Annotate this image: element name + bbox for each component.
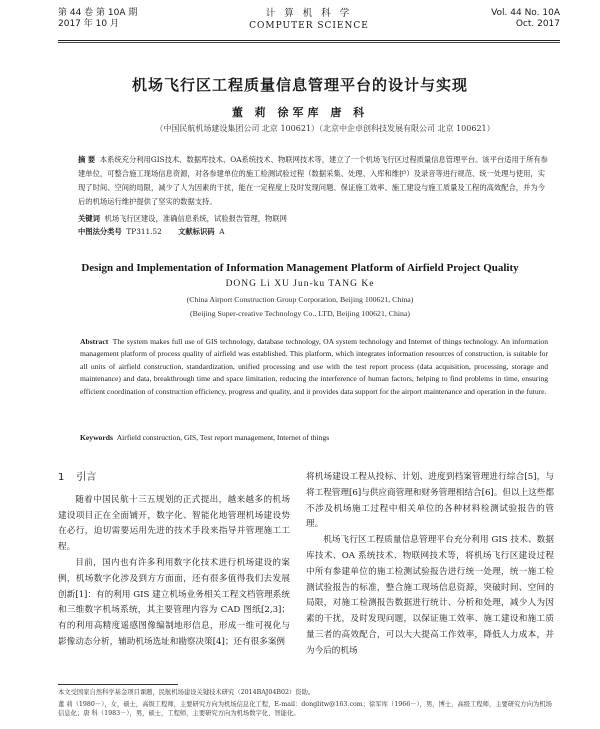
paragraph: 将机场建设工程从投标、计划、进度到档案管理进行综合[5]，与将工程管理[6]与供应商管理和财务管理相结合[6]。但以上这些都不涉及机场施工过程中相关单位的各种材料检测试验报告的管理。 [306, 472, 554, 530]
abstract-en-text: The system makes full use of GIS technology, database technology, OA system technology and Internet of things technology. An information management platform of process quality of airfield was established. This platform, which integrates information resources of construction, is suitable for all units of airfield construction, standardization, unified processing and use with the test report process (data acquisition, processing, storage and maintenance) and data, breakthrough time and space limitation, reducing the interference of human factors, helping to find problems in time, ensuring efficient coordination of construction efficiency, progress and quality, and it provides data support for the airport maintenance and operation in the future. [80, 337, 548, 396]
abstract-en [80, 336, 548, 398]
authors-en: DONG Li XU Jun-ku TANG Ke [225, 279, 375, 289]
affiliation-cn: （中国民航机场建设集团公司 北京 100621）（北京中企卓创科技发展有限公司 北京 100621） [155, 124, 495, 133]
keywords-cn-label: 关键词 [78, 214, 100, 223]
abstract-cn [78, 153, 548, 209]
journal-name-en: COMPUTER SCIENCE [249, 21, 369, 31]
abstract-cn-text: 本系统充分利用GIS技术、数据库技术、OA系统技术、物联网技术等，建立了一个机场飞行区过程质量信息管理平台。该平台适用于所有参建单位，可整合施工现场信息资源，对各参建单位的施工检测试验过程（数据采集、处理、入库和维护）及录音等进行规范、统一处理与使用，实现了时间、空间的局限，减少了人为因素的干扰，能在一定程度上及时发现问题、保证施工效率、施工建设与施工质量及工程的高效配合，并为今后的机场运行维护提供了坚实的数据支持。 [78, 155, 548, 206]
volume-issue: 第 44 卷 第 10A 期 [58, 8, 138, 18]
paragraph: 目前，国内也有许多利用数字化技术进行机场建设的案例，机场数字化涉及到方方面面，还有很多值得我们去发展创新[1]：有的利用 GIS 建立机场业务相关工程文档管理系统和三维数字机场系统，其主要管理内容为 CAD 图纸[2,3]；有的利用高精度遥感图像编制地形信息，形成一维可视化与影像动态分析，辅助机场选址和勘察决策[4]；还有很多案例 [58, 557, 290, 647]
abstract-en-label: Abstract [80, 337, 109, 346]
affiliation-en-2: (Beijing Super-creative Technology Co., LTD, Beijing 100621, China) [190, 309, 410, 318]
publication-date-en: Oct. 2017 [515, 19, 560, 29]
clc-value: TP311.52 [126, 227, 162, 236]
clc-label: 中图法分类号 [78, 227, 122, 236]
section-title: 引言 [76, 472, 97, 483]
abstract-cn-label: 摘 要 [78, 155, 96, 164]
paragraph: 随着中国民航十三五规划的正式提出，越来越多的机场建设项目正在全面铺开，数字化、智能化地管理机场建设势在必行，迫切需要运用先进的技术手段来指导并管理施工工程。 [58, 494, 290, 553]
article-title-cn: 机场飞行区工程质量信息管理平台的设计与实现 [131, 76, 468, 94]
journal-name [58, 8, 560, 32]
footnote-funding: 本文受国家自然科学基金项目课题，民航机场建设关键技术研究（2014BAJ04B02）资助。 [58, 689, 315, 696]
keywords-en-text: Airfield construction, GIS, Test report management, Internet of things [116, 433, 330, 442]
keywords-cn [78, 213, 548, 225]
affiliation-en-1: (China Airport Construction Group Corporation, Beijing 100621, China) [186, 295, 414, 304]
section-number: 1 [58, 472, 65, 483]
header-rule-thin [58, 42, 560, 43]
volume-info-en [491, 8, 560, 30]
authors-cn: 董 莉 徐军库 唐 科 [231, 106, 369, 119]
header-rule [58, 40, 560, 41]
keywords-en-label: Keywords [80, 433, 113, 442]
body-column-left [58, 470, 290, 651]
paragraph: 机场飞行区工程质量信息管理平台充分利用 GIS 技术、数据库技术、OA 系统技术、物联网技术等，将机场飞行区建设过程中所有参建单位的施工检测试验报告进行统一处理，统一施工检测试验报告的标准，整合施工现场信息资源，突破时间、空间的局限，对施工检测报告数据进行统计、分析和处理，减少人为因素的干扰，及时发现问题，以保证施工效率、施工建设和施工质量三者的高效配合，可以大大提高工作效率，降低人力成本，并为今后的机场 [306, 535, 554, 656]
article-title-en: Design and Implementation of Information Management Platform of Airfield Project Quality [81, 262, 519, 274]
doc-code-value: A [219, 227, 225, 236]
keywords-cn-text: 机场飞行区建设，准确信息系统，试验报告管理，物联网 [104, 214, 287, 223]
doc-code-label: 文献标识码 [178, 227, 215, 236]
footnote-rule [58, 684, 178, 685]
publication-date-cn: 2017 年 10 月 [58, 19, 119, 29]
running-header [58, 6, 560, 38]
classification-cn [78, 226, 548, 238]
footnote-authors: 董 莉（1980－），女，硕士，高级工程师，主要研究方向为机场信息化工程，E-mail：donglitw@163.com；徐军库（1966－），男，博士，高级工程师，主要研究方向为机场信息化；唐 科（1983－），男，硕士，工程师，主要研究方向为机场数字化、智能化。 [58, 701, 552, 717]
journal-name-cn: 计 算 机 科 学 [265, 8, 353, 19]
keywords-en [80, 432, 548, 444]
body-column-right [306, 470, 554, 660]
volume-issue-en: Vol. 44 No. 10A [491, 8, 560, 18]
section-heading [58, 470, 290, 486]
